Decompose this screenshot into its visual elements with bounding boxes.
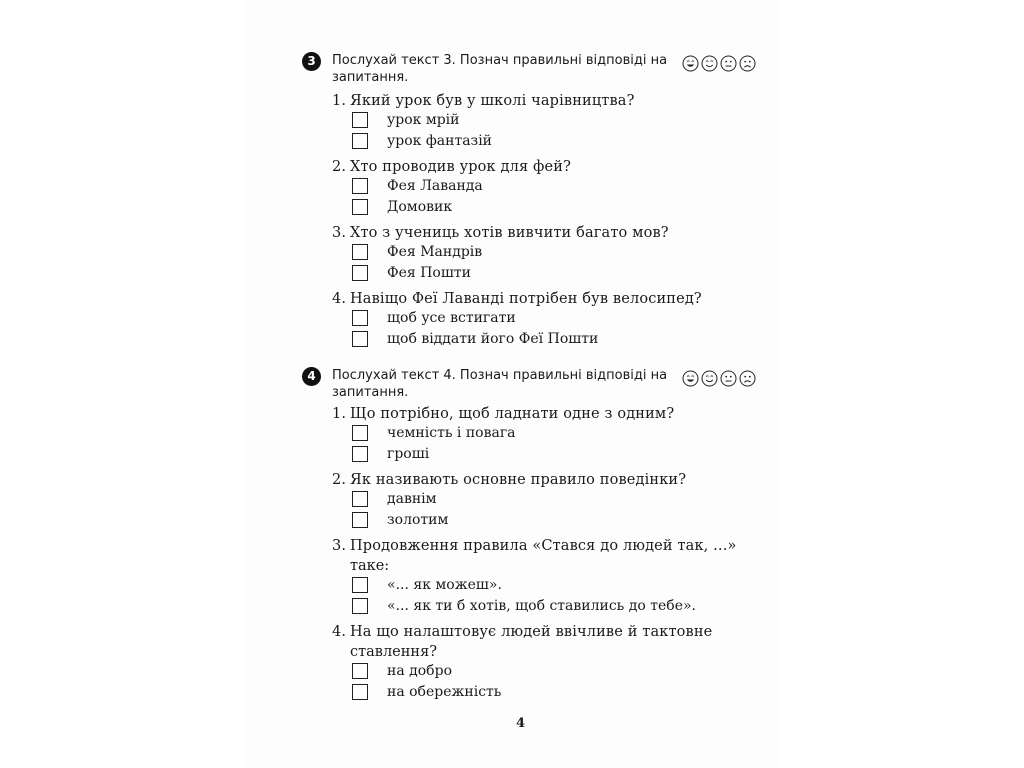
- question-text: [332, 404, 782, 424]
- answer-option: [352, 424, 782, 445]
- answer-checkbox[interactable]: [352, 244, 368, 260]
- question-text: [332, 289, 782, 309]
- question-number: 1.: [332, 406, 347, 422]
- answer-option: [352, 243, 782, 264]
- answer-checkbox[interactable]: [352, 577, 368, 593]
- question-label: Що потрібно, щоб ладнати одне з одним?: [350, 406, 675, 422]
- question-text-continuation: таке:: [350, 558, 390, 574]
- question-text: [332, 470, 782, 490]
- answer-checkbox[interactable]: [352, 331, 368, 347]
- question: [332, 470, 782, 532]
- question-label: Хто з учениць хотів вивчити багато мов?: [350, 225, 669, 241]
- happy-face-icon[interactable]: [701, 55, 718, 72]
- answer-option: [352, 490, 782, 511]
- answer-label: на обережність: [387, 684, 502, 700]
- question: [332, 404, 782, 466]
- neutral-face-icon[interactable]: [720, 370, 737, 387]
- task-instruction-line: запитання.: [332, 385, 409, 400]
- answer-option: [352, 662, 782, 683]
- answer-checkbox[interactable]: [352, 446, 368, 462]
- question-text: [332, 223, 782, 243]
- answer-label: щоб усе встигати: [387, 310, 516, 326]
- page-number: 4: [516, 716, 526, 731]
- sad-face-icon[interactable]: [739, 55, 756, 72]
- question: [332, 289, 782, 351]
- answer-option: [352, 132, 782, 153]
- self-assessment-faces: [682, 55, 756, 72]
- task-4: [302, 366, 782, 704]
- answer-label: «... як можеш».: [387, 577, 502, 593]
- answer-label: Фея Лаванда: [387, 178, 483, 194]
- sad-face-icon[interactable]: [739, 370, 756, 387]
- answer-label: урок фантазій: [387, 133, 492, 149]
- question-number: 3.: [332, 538, 347, 554]
- answer-checkbox[interactable]: [352, 425, 368, 441]
- question-label: Продовження правила «Стався до людей так, ...»: [350, 538, 737, 554]
- task-number-badge: 4: [302, 367, 321, 386]
- question-text: [332, 536, 782, 556]
- answer-checkbox[interactable]: [352, 491, 368, 507]
- question: [332, 536, 782, 618]
- answer-label: давнім: [387, 491, 437, 507]
- answer-option: [352, 309, 782, 330]
- question-label: Який урок був у школі чарівництва?: [350, 93, 635, 109]
- self-assessment-faces: [682, 370, 756, 387]
- answer-option: [352, 597, 782, 618]
- answer-checkbox[interactable]: [352, 310, 368, 326]
- answer-label: щоб віддати його Феї Пошти: [387, 331, 599, 347]
- answer-checkbox[interactable]: [352, 199, 368, 215]
- task-instruction: [332, 367, 677, 401]
- answer-checkbox[interactable]: [352, 663, 368, 679]
- answer-checkbox[interactable]: [352, 178, 368, 194]
- question: [332, 157, 782, 219]
- question-number: 2.: [332, 472, 347, 488]
- answer-option: [352, 177, 782, 198]
- answer-option: [352, 264, 782, 285]
- answer-option: [352, 683, 782, 704]
- question: [332, 622, 782, 704]
- task-header: [302, 51, 782, 89]
- answer-checkbox[interactable]: [352, 598, 368, 614]
- answer-label: на добро: [387, 663, 452, 679]
- task-3: [302, 51, 782, 351]
- answer-label: золотим: [387, 512, 449, 528]
- question-text: [332, 622, 782, 642]
- question-text: [332, 91, 782, 111]
- answer-label: чемність і повага: [387, 425, 516, 441]
- answer-label: Фея Пошти: [387, 265, 471, 281]
- question-label: Як називають основне правило поведінки?: [350, 472, 687, 488]
- very-happy-face-icon[interactable]: [682, 55, 699, 72]
- task-instruction-line: Послухай текст 4. Познач правильні відповіді на: [332, 368, 668, 383]
- answer-option: [352, 445, 782, 466]
- question-label: Навіщо Феї Лаванді потрібен був велосипед?: [350, 291, 702, 307]
- answer-option: [352, 576, 782, 597]
- answer-checkbox[interactable]: [352, 512, 368, 528]
- answer-label: «... як ти б хотів, щоб ставились до тебе».: [387, 598, 696, 614]
- answer-checkbox[interactable]: [352, 684, 368, 700]
- task-number-badge: 3: [302, 52, 321, 71]
- answer-option: [352, 198, 782, 219]
- question-number: 1.: [332, 93, 347, 109]
- answer-checkbox[interactable]: [352, 265, 368, 281]
- question-label: На що налаштовує людей ввічливе й тактовне: [350, 624, 713, 640]
- question: [332, 91, 782, 153]
- task-header: [302, 366, 782, 404]
- question-number: 4.: [332, 624, 347, 640]
- answer-checkbox[interactable]: [352, 133, 368, 149]
- neutral-face-icon[interactable]: [720, 55, 737, 72]
- question: [332, 223, 782, 285]
- question-label: Хто проводив урок для фей?: [350, 159, 571, 175]
- answer-checkbox[interactable]: [352, 112, 368, 128]
- answer-label: урок мрій: [387, 112, 460, 128]
- question-text-continuation: ставлення?: [350, 644, 437, 660]
- task-instruction: [332, 52, 677, 86]
- question-number: 2.: [332, 159, 347, 175]
- answer-label: Домовик: [387, 199, 453, 215]
- question-number: 3.: [332, 225, 347, 241]
- answer-option: [352, 111, 782, 132]
- task-instruction-line: запитання.: [332, 70, 409, 85]
- answer-label: гроші: [387, 446, 430, 462]
- question-number: 4.: [332, 291, 347, 307]
- answer-option: [352, 511, 782, 532]
- answer-option: [352, 330, 782, 351]
- happy-face-icon[interactable]: [701, 370, 718, 387]
- task-instruction-line: Послухай текст 3. Познач правильні відповіді на: [332, 53, 668, 68]
- very-happy-face-icon[interactable]: [682, 370, 699, 387]
- answer-label: Фея Мандрів: [387, 244, 483, 260]
- question-text: [332, 157, 782, 177]
